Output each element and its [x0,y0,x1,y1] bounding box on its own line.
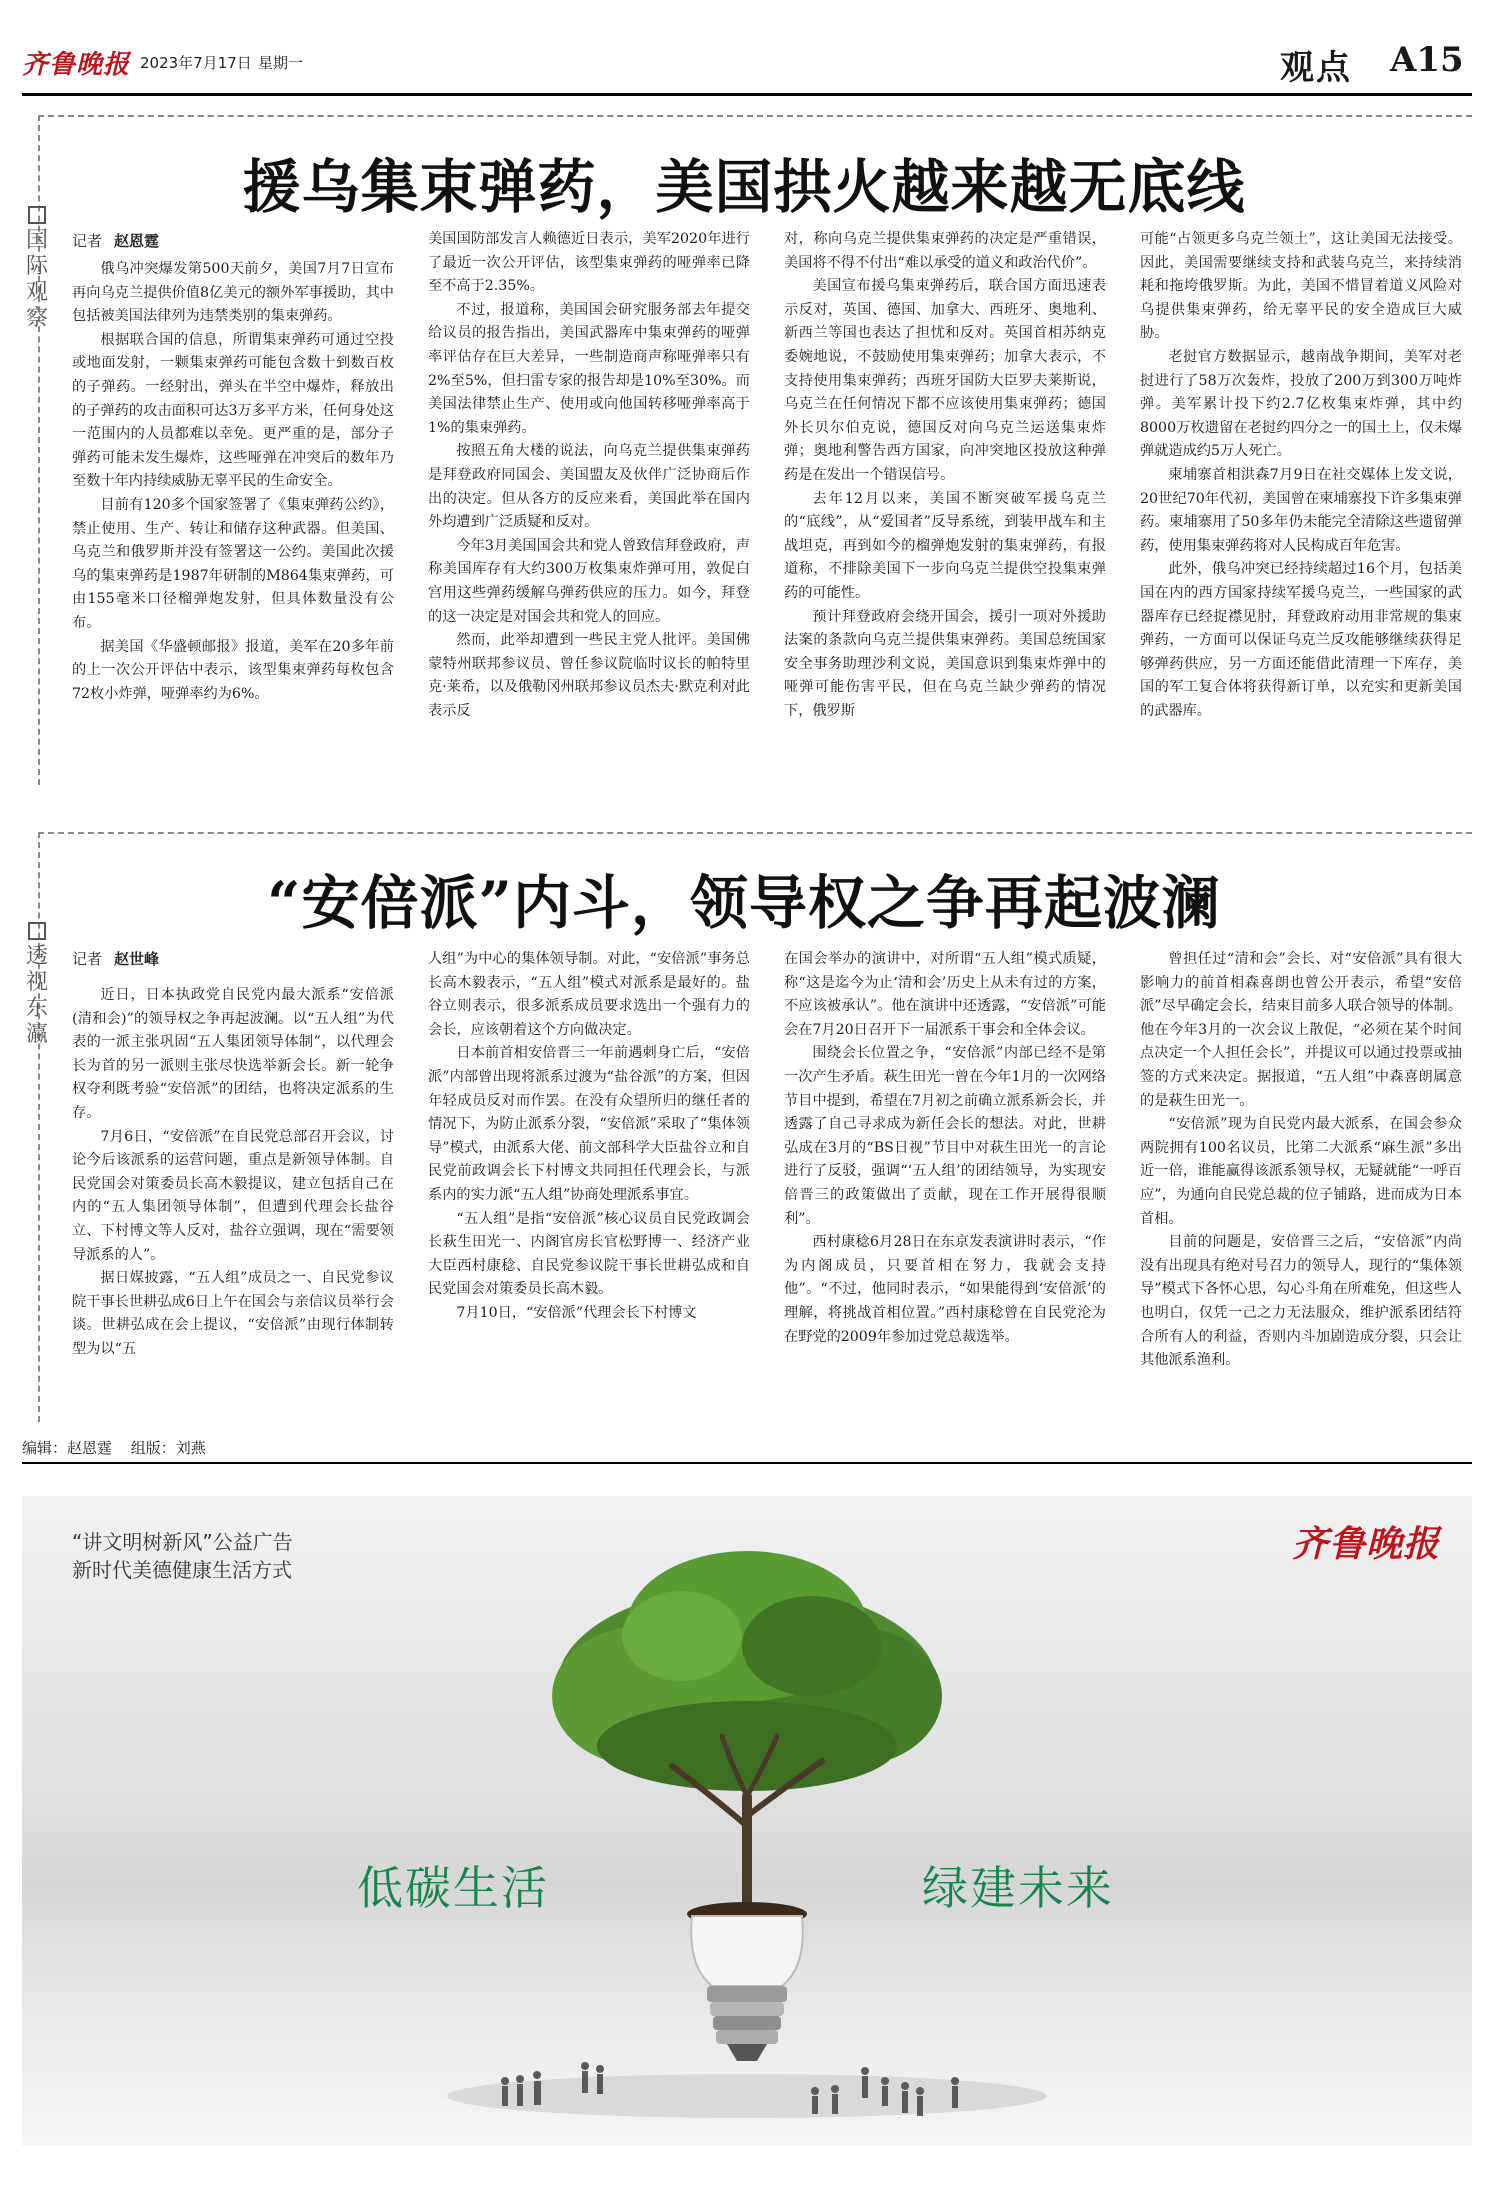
article2-column-label [22,922,52,1048]
article2-paragraph: 日本前首相安倍晋三一年前遇刺身亡后，“安倍派”内部曾出现将派系过渡为“盐谷派”的方案，但因年轻成员反对而作罢。在没有众望所归的继任者的情况下，为防止派系分裂，“安倍派”采取了“集体领导”模式，由派系大佬、前文部科学大臣盐谷立和自民党前政调会长下村博文共同担任代理会长，与派系内的实力派“五人组”协商处理派系事宜。 [428,1045,750,1203]
page-number: A15 [1390,40,1464,80]
byline-name: 赵世峰 [114,950,160,968]
article1-column-1 [72,258,394,790]
article1-paragraph: 俄乌冲突爆发第500天前夕，美国7月7日宣布再向乌克兰提供价值8亿美元的额外军事援助，其中包括被美国法律列为违禁类别的集束弹药。 [72,261,394,325]
issue-weekday: 星期一 [258,54,304,72]
article1-column-label [22,206,52,332]
column-label-char: 国 [25,228,48,253]
tree-bulb-illustration [22,1496,1472,2146]
column-label-char: 视 [25,970,48,995]
column-label-char: 东 [25,996,48,1021]
ad-campaign-title: “讲文明树新风”公益广告 [72,1530,293,1554]
column-label-char: 察 [25,306,48,331]
article1-paragraph: 此外，俄乌冲突已经持续超过16个月，包括美国在内的西方国家持续军援乌克兰，一些国家的武器库存已经捉襟见肘，拜登政府动用非常规的集束弹药，一方面可以保证乌克兰反攻能够继续获得足够弹药供应，另一方面还能借此清理一下库存，美国的军工复合体将获得新订单，以充实和更新美国的武器库。 [1140,561,1462,719]
article1-paragraph: 对，称向乌克兰提供集束弹药的决定是严重错误，美国将不得不付出“难以承受的道义和政治代价”。 [784,231,1106,271]
article1-paragraph: 据美国《华盛顿邮报》报道，美军在20多年前的上一次公开评估中表示，该型集束弹药每枚包含72枚小炸弹，哑弹率约为6%。 [72,638,394,702]
article2-paragraph: 近日，日本执政党自民党内最大派系“安倍派(清和会)”的领导权之争再起波澜。以“五人组”为代表的一派主张巩固“五人集团领导体制”，以代理会长为首的另一派则主张尽快选举新会长。新一轮争权夺利既考验“安倍派”的团结，也将决定派系的生存。 [72,987,394,1121]
editor-rule [22,1462,1472,1464]
column-label-char: 瀛 [25,1022,48,1047]
editor-credits [22,1437,220,1458]
article1-column-4 [1140,228,1462,790]
section-name: 观点 [1280,48,1352,88]
article1-paragraph: 按照五角大楼的说法，向乌克兰提供集束弹药是拜登政府同国会、美国盟友及伙伴广泛协商后作出的决定。但从各方的反应来看，美国此举在国内外均遭到广泛质疑和反对。 [428,443,750,531]
article2-paragraph: 据日媒披露，“五人组”成员之一、自民党参议院干事长世耕弘成6日上午在国会与亲信议员举行会谈。世耕弘成在会上提议，“安倍派”由现行体制转型为以“五 [72,1270,394,1357]
masthead-rule [22,93,1472,96]
article2-paragraph: 西村康稔6月28日在东京发表演讲时表示，“作为内阁成员，只要首相在努力，我就会支持他”。“不过，他同时表示，“如果能得到‘安倍派’的理解，将挑战首相位置。”西村康稔曾在自民党沦为在野党的2009年参加过党总裁选举。 [784,1234,1106,1345]
layout-name: 组版：刘燕 [130,1439,206,1457]
article2-top-rule [38,832,1472,834]
column-label-char: 观 [25,280,48,305]
article1-paragraph: 然而，此举却遭到一些民主党人批评。美国佛蒙特州联邦参议员、曾任参议院临时议长的帕特里克·莱希，以及俄勒冈州联邦参议员杰夫·默克利对此表示反 [428,632,750,719]
column-label-text [22,944,52,1048]
issue-date: 2023年7月17日 [140,54,252,72]
article1-paragraph: 老挝官方数据显示，越南战争期间，美军对老挝进行了58万次轰炸，投放了200万到300万吨炸弹。美军累计投下约2.7亿枚集束炸弹，其中约8000万枚遗留在老挝约四分之一的国土上，仅未爆弹就造成约5万人死亡。 [1140,348,1462,460]
article2-paragraph: 曾担任过“清和会”会长、对“安倍派”具有很大影响力的前首相森喜朗也曾公开表示，希望“安倍派”尽早确定会长，结束目前多人联合领导的体制。他在今年3月的一次会议上散促，“必须在某个时间点决定一个人担任会长”，并提议可以通过投票或抽签的方式来决定。据报道，“五人组”中森喜朗属意的是萩生田光一。 [1140,951,1462,1109]
article1-paragraph: 美国国防部发言人赖德近日表示，美军2020年进行了最近一次公开评估，该型集束弹药的哑弹率已降至不高于2.35%。 [428,231,750,295]
article1-paragraph: 柬埔寨首相洪森7月9日在社交媒体上发文说，20世纪70年代初，美国曾在柬埔寨投下许多集束弹药。柬埔寨用了50多年仍未能完全清除这些遗留弹药，使用集束弹药将对人民构成百年危害。 [1140,466,1462,554]
article2-paragraph: 7月6日，“安倍派”在自民党总部召开会议，讨论今后该派系的运营问题，重点是新领导体制。自民党国会对策委员长高木毅提议，建立包括自己在内的“五人集团领导体制”，但遭到代理会长盐谷立、下村博文等人反对，盐谷立强调，现在“需要领导派系的人”。 [72,1128,394,1263]
byline-label: 记者 [72,232,103,250]
article2-headline: “安倍派”内斗，领导权之争再起波澜 [267,869,1221,937]
article1-top-rule [38,115,1472,117]
article2-paragraph: 围绕会长位置之争，“安倍派”内部已经不是第一次产生矛盾。萩生田光一曾在今年1月的一次网络节目中提到，希望在7月初之前确立派系新会长，并透露了自己寻求成为新任会长的想法。对此，世耕弘成在3月的“BS日视”节目中对萩生田光一的言论进行了反驳，强调“‘五人组’的团结领导，为实现安倍晋三的政策做出了贡献，现在工作开展得很顺利”。 [784,1045,1106,1227]
byline-label: 记者 [72,950,103,968]
article2-paragraph: 目前的问题是，安倍晋三之后，“安倍派”内尚没有出现具有绝对号召力的领导人，现行的“集体领导”模式下各怀心思，勾心斗角在所难免，但这些人也明白，仅凭一己之力无法服众，维护派系团结符合所有人的利益，否则内斗加剧造成分裂，只会让其他派系渔利。 [1140,1234,1462,1369]
article1-byline [72,230,159,251]
article1-column-2 [428,228,750,790]
article2-column-3 [784,948,1106,1426]
ad-newspaper-logo: 齐鲁晚报 [1292,1523,1441,1565]
article1-paragraph: 可能“占领更多乌克兰领土”，这让美国无法接受。因此，美国需要继续支持和武装乌克兰，来持续消耗和拖垮俄罗斯。为此，美国不惜冒着道义风险对乌提供集束弹药，给无辜平民的安全造成巨大威胁。 [1140,231,1462,342]
article1-column-3 [784,228,1106,790]
article2-column-4 [1140,948,1462,1426]
column-label-box-icon [28,922,46,940]
article1-paragraph: 美国宣布援乌集束弹药后，联合国方面迅速表示反对，英国、德国、加拿大、西班牙、奥地利、新西兰等国也表达了担忧和反对。英国首相苏纳克委婉地说，不鼓励使用集束弹药；加拿大表示，不支持使用集束弹药；西班牙国防大臣罗夫莱斯说，乌克兰在任何情况下都不应该使用集束弹药；德国外长贝尔伯克说，德国反对向乌克兰运送集束炸弹；奥地利警告西方国家，向冲突地区投放这种弹药是在发出一个错误信号。 [784,278,1106,483]
column-label-char: 透 [25,944,48,969]
ad-slogan-left: 低碳生活 [357,1861,549,1915]
article2-paragraph: 人组”为中心的集体领导制。对此，“安倍派”事务总长高木毅表示，“五人组”模式对派系是最好的。盐谷立则表示，很多派系成员要求选出一个强有力的会长，应该朝着这个方向做决定。 [428,951,750,1038]
article2-paragraph: 7月10日，“安倍派”代理会长下村博文 [456,1304,697,1321]
article2-column-2 [428,948,750,1426]
newspaper-logo: 齐鲁晚报 [22,50,131,80]
article2-paragraph: “五人组”是指“安倍派”核心议员自民党政调会长萩生田光一、内阁官房长官松野博一、经济产业大臣西村康稔、自民党参议院干事长世耕弘成和自民党国会对策委员长高木毅。 [428,1210,750,1298]
ad-campaign-subtitle: 新时代美德健康生活方式 [72,1558,292,1582]
ad-slogan-right: 绿建未来 [922,1861,1114,1915]
editor-name: 编辑：赵恩霆 [22,1439,113,1457]
article2-paragraph: 在国会举办的演讲中，对所谓“五人组”模式质疑，称“这是迄今为止‘清和会’历史上从未有过的方案，不应该被承认”。他在演讲中还透露，“安倍派”可能会在7月20日召开下一届派系干事会和全体会议。 [784,951,1106,1038]
article1-paragraph: 预计拜登政府会绕开国会，援引一项对外援助法案的条款向乌克兰提供集束弹药。美国总统国家安全事务助理沙利文说，美国意识到集束炸弹中的哑弹可能伤害平民，但在乌克兰缺少弹药的情况下，俄罗斯 [784,608,1106,719]
column-label-char: 际 [25,254,48,279]
column-label-box-icon [28,206,46,224]
article1-headline: 援乌集束弹药，美国拱火越来越无底线 [242,153,1246,221]
byline-name: 赵恩霆 [114,232,160,250]
article2-byline [72,948,159,969]
public-service-ad [22,1496,1472,2146]
article1-paragraph: 今年3月美国国会共和党人曾致信拜登政府，声称美国库存有大约300万枚集束炸弹可用，敦促白宫用这些弹药缓解乌弹药供应的压力。如今，拜登的这一决定是对国会共和党人的回应。 [428,537,750,625]
article2-column-1 [72,984,394,1426]
article1-paragraph: 目前有120多个国家签署了《集束弹药公约》，禁止使用、生产、转让和储存这种武器。但美国、乌克兰和俄罗斯并没有签署这一公约。美国此次援乌的集束弹药是1987年研制的M864集束弹药，可由155毫米口径榴弹炮发射，但具体数量没有公布。 [72,496,394,631]
column-label-text [22,228,52,332]
article1-paragraph: 去年12月以来，美国不断突破军援乌克兰的“底线”，从“爱国者”反导系统，到装甲战车和主战坦克，再到如今的榴弹炮发射的集束弹药，有报道称，不排除美国下一步向乌克兰提供空投集束弹药的可能性。 [784,490,1106,601]
article1-paragraph: 根据联合国的信息，所谓集束弹药可通过空投或地面发射，一颗集束弹药可能包含数十到数百枚的子弹药。一经射出，弹头在半空中爆炸，释放出的子弹药的攻击面积可达3万多平方米，任何身处这一范围内的人员都难以幸免。更严重的是，部分子弹药可能未发生爆炸，这些哑弹在冲突后的数年乃至数十年内持续威胁无辜平民的生命安全。 [72,331,394,490]
article2-paragraph: “安倍派”现为自民党内最大派系，在国会参众两院拥有100名议员，比第二大派系“麻生派”多出近一倍，谁能赢得该派系领导权，无疑就能“一呼百应”，为通向自民党总裁的位子铺路，进而成为日本首相。 [1140,1116,1462,1227]
masthead [0,0,1488,95]
article1-paragraph: 不过，报道称，美国国会研究服务部去年提交给议员的报告指出，美国武器库中集束弹药的哑弹率评估存在巨大差异，一些制造商声称哑弹率只有2%至5%，但扫雷专家的报告却是10%至30%。而美国法律禁止生产、使用或向他国转移哑弹率高于1%的集束弹药。 [428,301,750,436]
